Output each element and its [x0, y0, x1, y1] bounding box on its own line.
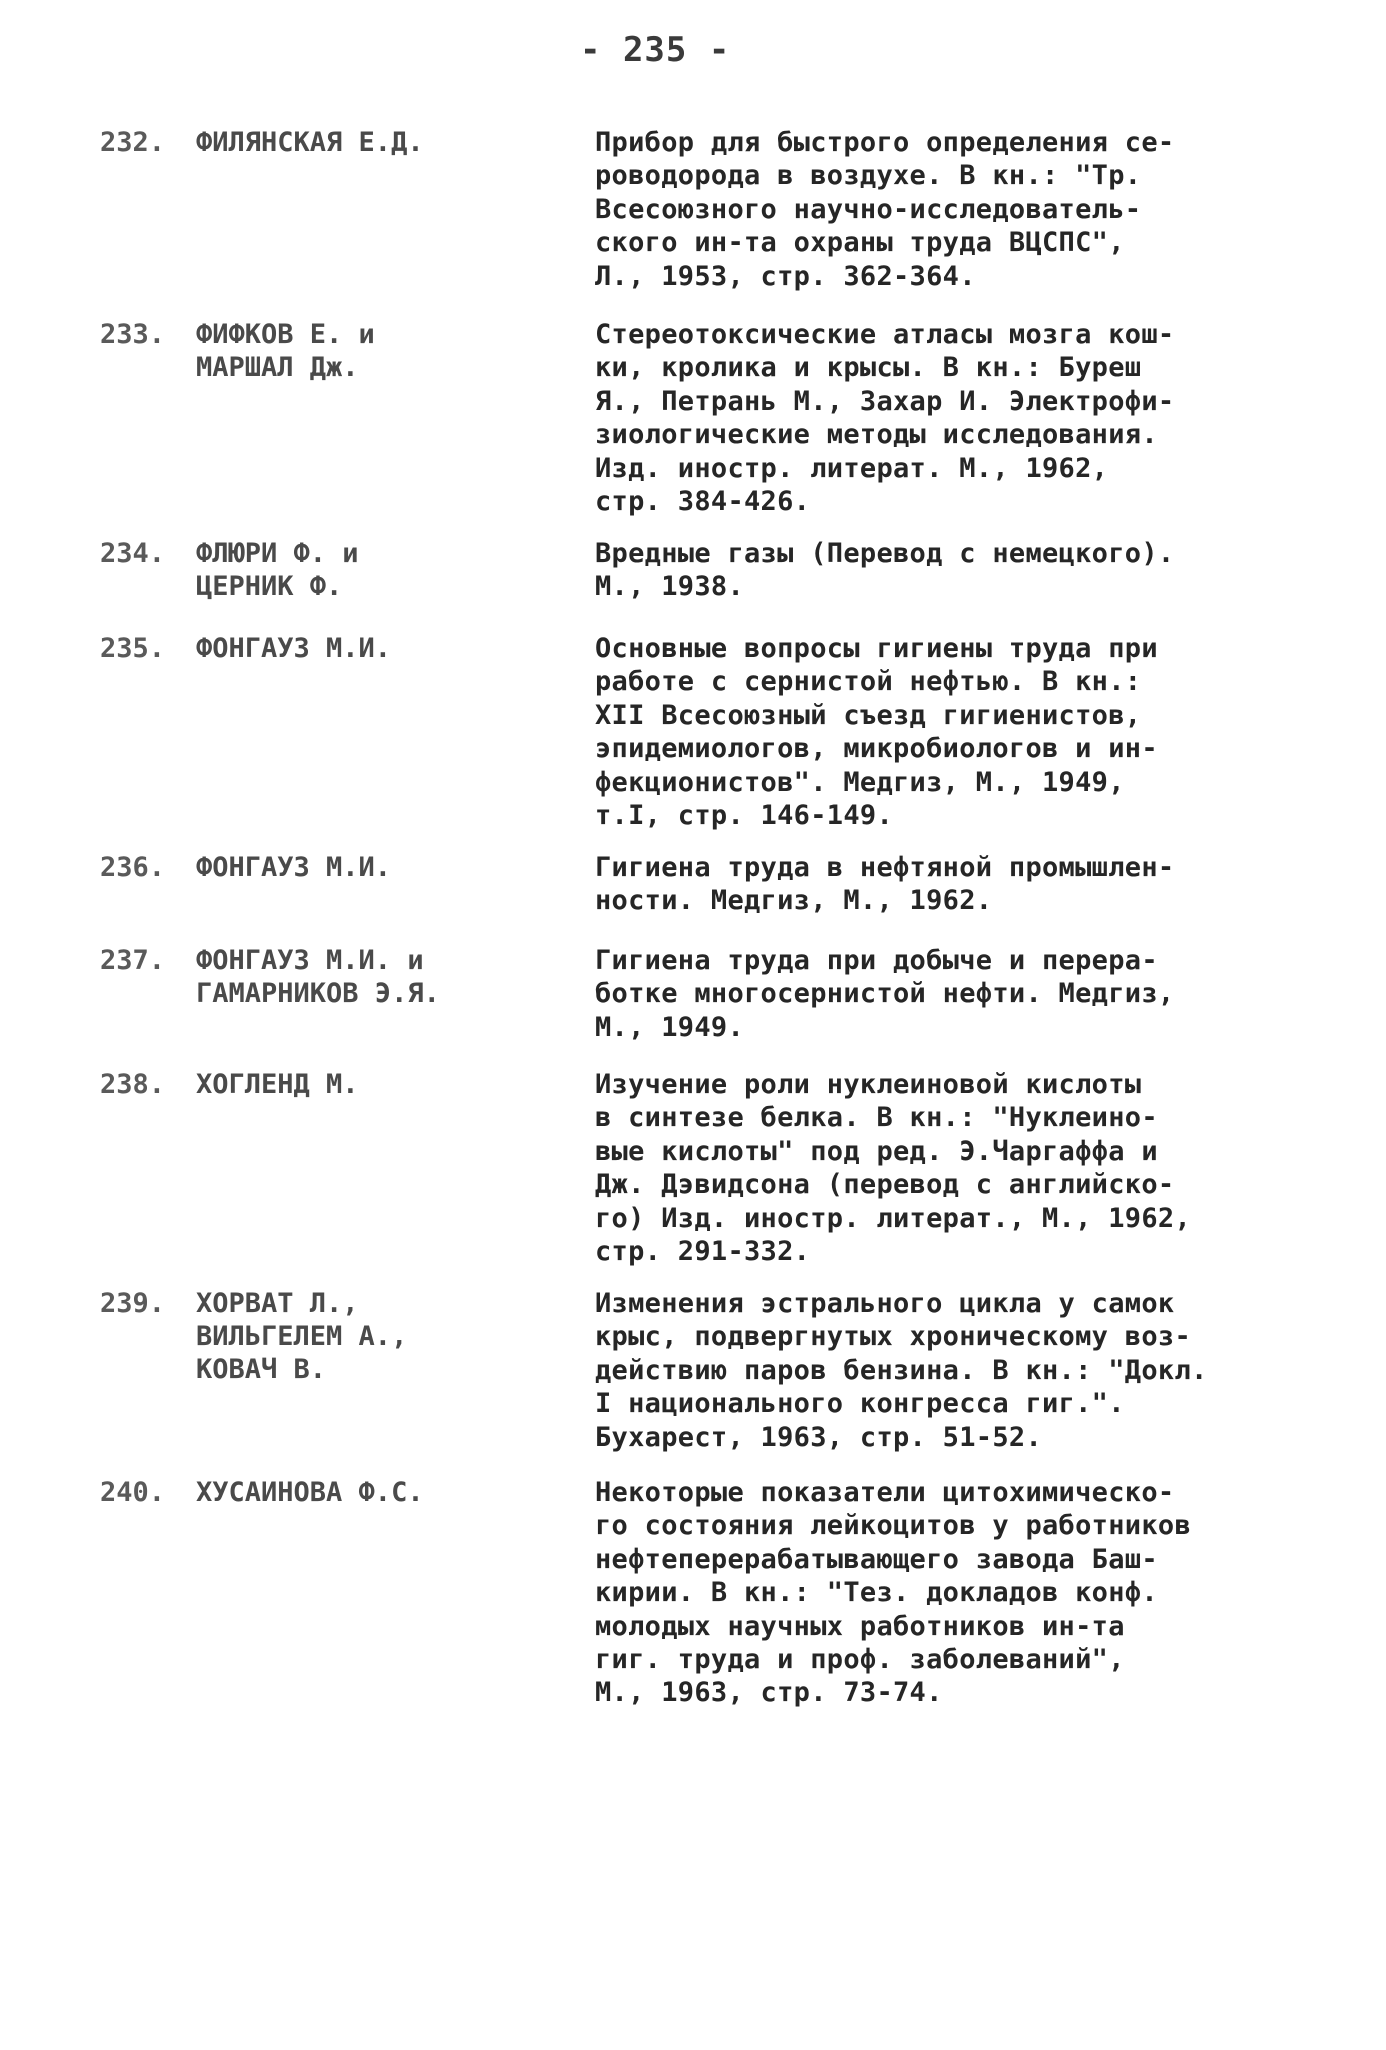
citation-line: молодых научных работников ин-та	[595, 1610, 1125, 1642]
entry-number: 237.	[100, 945, 166, 976]
entry-citation	[595, 318, 1295, 518]
author-line: ФОНГАУЗ М.И.	[196, 633, 392, 664]
citation-line: Всесоюзного научно-исследователь-	[595, 193, 1142, 225]
author-line: КОВАЧ В.	[196, 1354, 327, 1385]
author-line: МАРШАЛ Дж.	[196, 352, 359, 383]
entry-number: 234.	[100, 538, 166, 569]
entry-authors	[196, 318, 375, 384]
entry-authors	[196, 537, 359, 603]
citation-line: зиологические методы исследования.	[595, 419, 1158, 451]
author-line: ХУСАИНОВА Ф.С.	[196, 1477, 424, 1508]
entry-citation	[595, 851, 1295, 918]
citation-line: нефтеперерабатывающего завода Баш-	[595, 1543, 1158, 1575]
entry-citation	[595, 1068, 1295, 1268]
citation-line: роводорода в воздухе. В кн.: "Тр.	[595, 160, 1142, 192]
entry-number: 232.	[100, 127, 166, 158]
citation-line: Вредные газы (Перевод с немецкого).	[595, 538, 1175, 569]
citation-line: Некоторые показатели цитохимическо-	[595, 1477, 1175, 1508]
citation-line: XII Всесоюзный съезд гигиенистов,	[595, 699, 1142, 731]
author-line: ФИЛЯНСКАЯ Е.Д.	[196, 127, 424, 158]
author-line: ФЛЮРИ Ф. и	[196, 538, 359, 569]
citation-line: кирии. В кн.: "Тез. докладов конф.	[595, 1577, 1158, 1609]
author-line: ФИФКОВ Е. и	[196, 319, 375, 350]
author-line: ЦЕРНИК Ф.	[196, 571, 343, 602]
citation-line: ского ин-та охраны труда ВЦСПС",	[595, 227, 1125, 259]
citation-line: М., 1938.	[595, 571, 744, 603]
entry-authors	[196, 632, 391, 665]
entry-number: 240.	[100, 1477, 166, 1508]
citation-line: фекционистов". Медгиз, М., 1949,	[595, 766, 1125, 798]
entry-authors	[196, 944, 440, 1010]
citation-line: Основные вопросы гигиены труда при	[595, 633, 1158, 664]
citation-line: стр. 384-426.	[595, 486, 811, 518]
entry-authors	[196, 1476, 424, 1509]
citation-line: Гигиена труда при добыче и перера-	[595, 945, 1158, 976]
citation-line: го) Изд. иностр. литерат., М., 1962,	[595, 1202, 1191, 1234]
citation-line: Изменения эстрального цикла у самок	[595, 1288, 1175, 1319]
author-line: ХОГЛЕНД М.	[196, 1069, 359, 1100]
entry-citation	[595, 944, 1295, 1044]
citation-line: т.I, стр. 146-149.	[595, 800, 893, 832]
citation-line: гиг. труда и проф. заболеваний",	[595, 1644, 1125, 1676]
citation-line: I национального конгресса гиг.".	[595, 1388, 1125, 1420]
citation-line: ности. Медгиз, М., 1962.	[595, 885, 993, 917]
entry-authors	[196, 851, 391, 884]
entry-number: 236.	[100, 852, 166, 883]
citation-line: Я., Петрань М., Захар И. Электрофи-	[595, 385, 1175, 417]
entry-authors	[196, 1068, 359, 1101]
citation-line: М., 1949.	[595, 1011, 744, 1043]
author-line: ХОРВАТ Л.,	[196, 1288, 359, 1319]
citation-line: го состояния лейкоцитов у работников	[595, 1510, 1191, 1542]
entry-number: 233.	[100, 319, 166, 350]
citation-line: М., 1963, стр. 73-74.	[595, 1677, 943, 1709]
author-line: ФОНГАУЗ М.И. и	[196, 945, 424, 976]
citation-line: крыс, подвергнутых хроническому воз-	[595, 1321, 1191, 1353]
citation-line: действию паров бензина. В кн.: "Докл.	[595, 1354, 1208, 1386]
entry-citation	[595, 1476, 1295, 1710]
entry-citation	[595, 126, 1295, 293]
entry-authors	[196, 1287, 407, 1386]
citation-line: вые кислоты" под ред. Э.Чаргаффа и	[595, 1135, 1158, 1167]
entry-citation	[595, 1287, 1295, 1454]
page-number: - 235 -	[580, 30, 731, 70]
citation-line: ботке многосернистой нефти. Медгиз,	[595, 978, 1175, 1010]
entry-number: 238.	[100, 1069, 166, 1100]
citation-line: Бухарест, 1963, стр. 51-52.	[595, 1421, 1042, 1453]
citation-line: Изучение роли нуклеиновой кислоты	[595, 1069, 1142, 1100]
citation-line: Прибор для быстрого определения се-	[595, 127, 1175, 158]
entry-authors	[196, 126, 424, 159]
author-line: ВИЛЬГЕЛЕМ А.,	[196, 1321, 408, 1352]
entry-citation	[595, 537, 1295, 604]
entry-number: 235.	[100, 633, 166, 664]
entry-citation	[595, 632, 1295, 832]
citation-line: ки, кролика и крысы. В кн.: Буреш	[595, 352, 1142, 384]
entry-number: 239.	[100, 1288, 166, 1319]
citation-line: эпидемиологов, микробиологов и ин-	[595, 733, 1158, 765]
citation-line: в синтезе белка. В кн.: "Нуклеино-	[595, 1102, 1158, 1134]
author-line: ФОНГАУЗ М.И.	[196, 852, 392, 883]
citation-line: Гигиена труда в нефтяной промышлен-	[595, 852, 1175, 883]
citation-line: Дж. Дэвидсона (перевод с английско-	[595, 1169, 1175, 1201]
citation-line: Изд. иностр. литерат. М., 1962,	[595, 452, 1109, 484]
citation-line: Стереотоксические атласы мозга кош-	[595, 319, 1175, 350]
author-line: ГАМАРНИКОВ Э.Я.	[196, 978, 440, 1009]
citation-line: работе с сернистой нефтью. В кн.:	[595, 666, 1142, 698]
citation-line: Л., 1953, стр. 362-364.	[595, 260, 976, 292]
citation-line: стр. 291-332.	[595, 1236, 811, 1268]
